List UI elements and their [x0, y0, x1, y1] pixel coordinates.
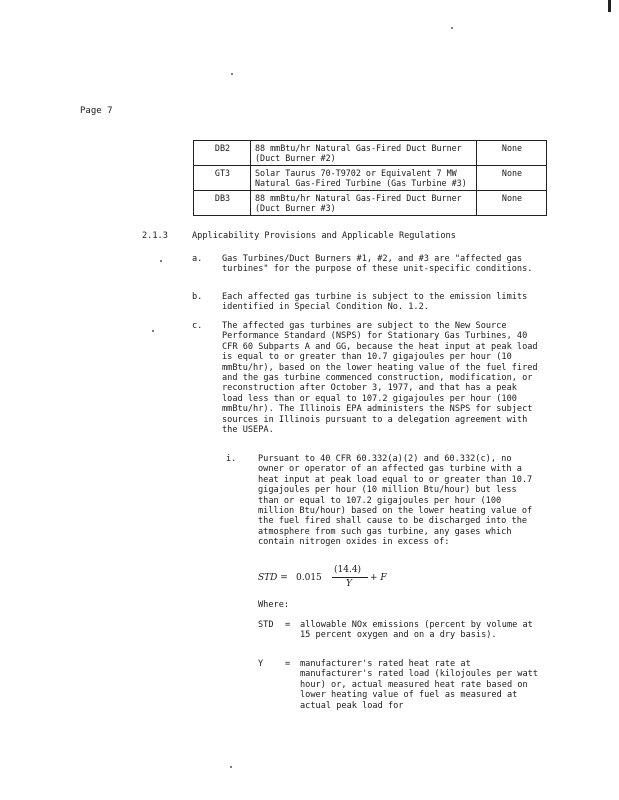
formula-numerator: (14.4)	[334, 565, 362, 575]
item-text: Each affected gas turbine is subject to the emission limits identified in Special Condition No. 1.2.	[222, 292, 528, 313]
section-title: Applicability Provisions and Applicable Regulations	[192, 231, 456, 241]
formula-denominator: Y	[346, 579, 352, 589]
scan-edge-mark	[608, 0, 611, 12]
definition-equals: =	[285, 659, 291, 669]
where-label: Where:	[258, 600, 290, 610]
emission-control: None	[477, 141, 547, 166]
scan-speck	[160, 260, 162, 262]
table-row	[194, 141, 547, 166]
formula-coefficient: 0.015	[296, 573, 322, 583]
subitem-text: Pursuant to 40 CFR 60.332(a)(2) and 60.332(c), no owner or operator of an affected gas turbine with a heat input at peak load equal to or greater than 10.7 gigajoules per hour (10 million Btu/hour) but less than or equal to 107.2 gigajoules per hour (100 million Btu/hour) based on the lower heating value of the fuel fired shall cause to be discharged into the atmosphere from such gas turbine, any gases which contain nitrogen oxides in excess of:	[258, 454, 533, 548]
scan-speck	[451, 27, 453, 29]
table-row	[194, 166, 547, 191]
item-label: a.	[192, 254, 203, 264]
emission-unit-id: DB3	[194, 191, 251, 216]
page-number: Page 7	[80, 106, 113, 116]
formula-lhs: STD =	[258, 573, 288, 583]
emission-unit-id: GT3	[194, 166, 251, 191]
definition-text: allowable NOx emissions (percent by volume at 15 percent oxygen and on a dry basis).	[300, 620, 533, 641]
emission-unit-description: 88 mmBtu/hr Natural Gas-Fired Duct Burner (Duct Burner #2)	[251, 141, 477, 166]
emission-unit-description: Solar Taurus 70-T9702 or Equivalent 7 MW Natural Gas-Fired Turbine (Gas Turbine #3)	[251, 166, 477, 191]
emission-unit-id: DB2	[194, 141, 251, 166]
table-row	[194, 191, 547, 216]
scan-speck	[152, 330, 154, 332]
item-text: The affected gas turbines are subject to the New Source Performance Standard (NSPS) for Stationary Gas Turbines, 40 CFR 60 Subparts A and GG, because the heat input at peak load is equal to or greater than 10.7 gigajoules per hour (10 mmBtu/hr), based on the lower heating value of the fuel fired and the gas turbine commenced construction, modification, or reconstruction after October 3, 1977, and that has a peak load less than or equal to 107.2 gigajoules per hour (100 mmBtu/hr). The Illinois EPA administers the NSPS for subject sources in Illinois pursuant to a delegation agreement with the USEPA.	[222, 321, 538, 436]
definition-symbol: Y	[258, 659, 264, 669]
subitem-label: i.	[226, 454, 237, 464]
section-number: 2.1.3	[142, 231, 168, 241]
nox-formula	[258, 565, 388, 593]
scan-speck	[230, 766, 232, 768]
definition-symbol: STD	[258, 620, 274, 630]
fraction-bar	[332, 577, 368, 578]
item-label: c.	[192, 321, 203, 331]
scan-speck	[231, 73, 233, 75]
emission-unit-description: 88 mmBtu/hr Natural Gas-Fired Duct Burner (Duct Burner #3)	[251, 191, 477, 216]
definition-text: manufacturer's rated heat rate at manufacturer's rated load (kilojoules per watt hour) or, actual measured heat rate based on lower heating value of fuel as measured at actual peak load for	[300, 659, 538, 711]
item-label: b.	[192, 292, 203, 302]
emission-control: None	[477, 166, 547, 191]
item-text: Gas Turbines/Duct Burners #1, #2, and #3 are "affected gas turbines" for the purpose of these unit-specific conditions.	[222, 254, 533, 275]
definition-equals: =	[285, 620, 291, 630]
emission-control: None	[477, 191, 547, 216]
formula-tail: + F	[370, 573, 387, 583]
equipment-table	[193, 140, 547, 216]
